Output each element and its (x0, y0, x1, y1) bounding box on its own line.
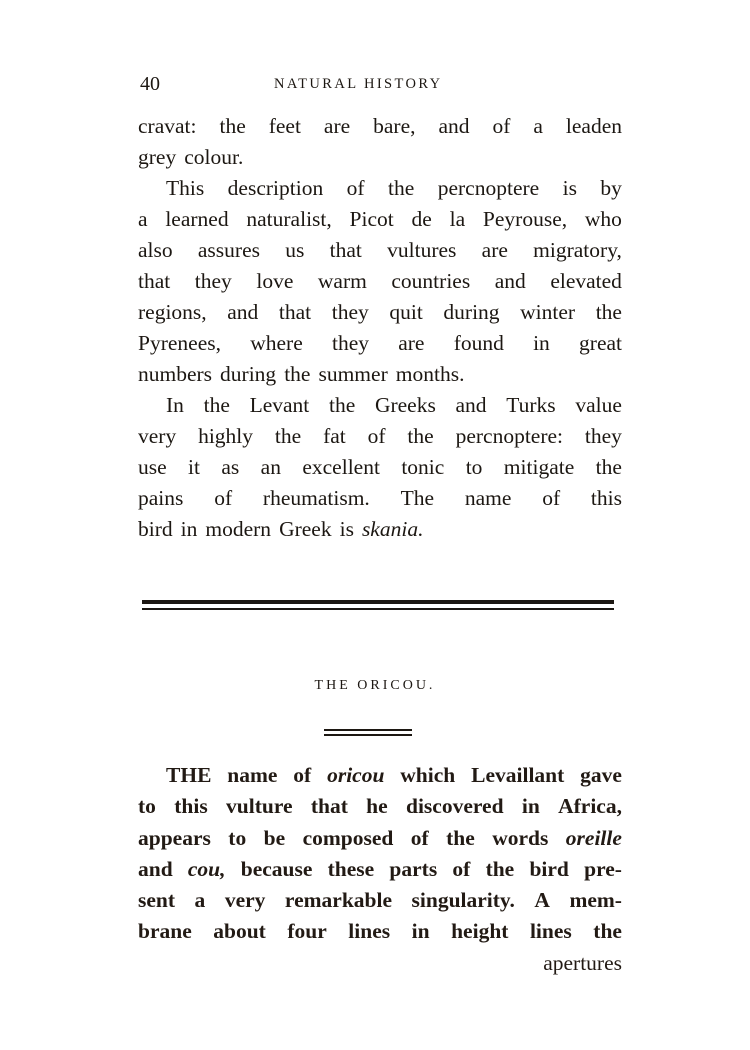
word: height (451, 919, 509, 944)
word: that (310, 794, 348, 819)
running-title: NATURAL HISTORY (274, 76, 443, 92)
word: parts (389, 856, 438, 881)
word: Peyrouse, (482, 207, 568, 231)
text-line (138, 916, 622, 947)
word: summer (318, 362, 388, 386)
word: of (367, 424, 386, 448)
word: and (227, 300, 259, 324)
word: remarkable (284, 888, 393, 913)
catchword (138, 948, 622, 979)
word: quit (389, 300, 423, 324)
word: they (331, 331, 369, 355)
title-underline (324, 729, 412, 736)
word: la (449, 207, 466, 231)
text-line (138, 142, 622, 173)
word: which (400, 763, 456, 787)
word: cravat: (138, 114, 197, 138)
body-text-bottom (138, 760, 622, 979)
word: they (331, 300, 369, 324)
word: de (411, 207, 432, 231)
word: by (600, 176, 622, 200)
word: a (194, 888, 206, 913)
word: the (446, 825, 475, 850)
word: composed (302, 825, 394, 850)
word: bird (529, 856, 569, 881)
word: be (263, 825, 286, 850)
word: they (194, 269, 232, 293)
word: discovered (405, 794, 504, 819)
word: Greek (279, 517, 332, 541)
word: in (521, 794, 540, 819)
word: cou, (187, 856, 226, 881)
word: A (534, 888, 550, 913)
word: who (584, 207, 622, 231)
word: us (285, 238, 305, 262)
word: excellent (302, 455, 380, 479)
word: the (284, 362, 311, 386)
word: found (453, 331, 504, 355)
word: in (533, 331, 550, 355)
word: a (533, 114, 543, 138)
word: The (400, 486, 435, 510)
text-line (138, 390, 622, 421)
word: sent (138, 888, 176, 913)
word: Turks (506, 393, 556, 417)
word: bare, (373, 114, 416, 138)
word: during (220, 362, 277, 386)
word: he (366, 794, 388, 819)
word: assures (197, 238, 260, 262)
word: use (138, 455, 167, 479)
text-line (138, 885, 622, 916)
word: percnoptere: (455, 424, 564, 448)
word: of (542, 486, 561, 510)
word: migratory, (533, 238, 622, 262)
word: modern (205, 517, 272, 541)
word: the (219, 114, 246, 138)
word: warm (317, 269, 367, 293)
word: as (221, 455, 240, 479)
word: to (138, 794, 156, 819)
word: Picot (349, 207, 394, 231)
word: about (213, 919, 266, 944)
word: gave (580, 763, 622, 787)
word: countries (391, 269, 471, 293)
word: great (579, 331, 622, 355)
word: singularity. (411, 888, 515, 913)
word: are (323, 114, 351, 138)
text-line (138, 235, 622, 266)
word: of (214, 486, 233, 510)
word: is (339, 517, 354, 541)
word: words (492, 825, 549, 850)
word: THE (166, 763, 212, 787)
word: rheumatism. (262, 486, 370, 510)
word: the (388, 176, 415, 200)
word: Levaillant (471, 763, 565, 787)
word: numbers (138, 362, 213, 386)
text-line (138, 328, 622, 359)
word: to (228, 825, 247, 850)
word: very (138, 424, 177, 448)
word: colour. (184, 145, 244, 169)
word: is (562, 176, 577, 200)
word: of (346, 176, 365, 200)
word: name (464, 486, 512, 510)
word: and (455, 393, 487, 417)
word: mem- (569, 888, 622, 913)
text-line (138, 266, 622, 297)
word: the (328, 393, 356, 417)
text-line (138, 823, 622, 854)
running-head (140, 72, 620, 96)
word: in (180, 517, 198, 541)
word: are (481, 238, 508, 262)
word: and (438, 114, 470, 138)
word: naturalist, (246, 207, 332, 231)
word: also (138, 238, 173, 262)
word: of (410, 825, 429, 850)
word: of (293, 763, 312, 787)
word: value (575, 393, 622, 417)
text-line (138, 421, 622, 452)
word: Africa, (558, 794, 622, 819)
word: skania. (361, 517, 424, 541)
word: grey (138, 145, 177, 169)
text-line (138, 297, 622, 328)
word: fat (323, 424, 346, 448)
word: oricou (327, 763, 385, 787)
word: vultures (387, 238, 457, 262)
word: appears (138, 825, 211, 850)
body-text-top (138, 111, 622, 545)
word: winter (520, 300, 576, 324)
word: to (465, 455, 483, 479)
word: feet (268, 114, 301, 138)
word: during (443, 300, 500, 324)
word: very (224, 888, 266, 913)
word: a (138, 207, 148, 231)
word: the (407, 424, 434, 448)
word: pre- (584, 856, 622, 881)
word: Levant (249, 393, 310, 417)
word: where (250, 331, 303, 355)
word: regions, (138, 300, 207, 324)
word: months. (395, 362, 465, 386)
word: the (274, 424, 302, 448)
text-line (138, 359, 622, 390)
word: this (590, 486, 622, 510)
word: name (227, 763, 278, 787)
word: they (584, 424, 622, 448)
word: description (227, 176, 324, 200)
word: In (166, 393, 184, 417)
text-line (138, 452, 622, 483)
catchword-text: apertures (543, 950, 622, 975)
word: four (287, 919, 327, 944)
word: mitigate (503, 455, 575, 479)
word: this (174, 794, 208, 819)
word: Greeks (374, 393, 436, 417)
word: This (166, 176, 205, 200)
word: in (411, 919, 430, 944)
text-line (138, 760, 622, 791)
word: percnoptere (437, 176, 540, 200)
word: it (188, 455, 200, 479)
text-line (138, 204, 622, 235)
word: the (593, 919, 622, 944)
word: the (595, 455, 622, 479)
text-line (138, 483, 622, 514)
word: these (327, 856, 375, 881)
text-line (138, 514, 622, 545)
section-title: THE ORICOU. (314, 678, 436, 693)
word: of (452, 856, 471, 881)
text-line (138, 791, 622, 822)
word: oreille (565, 825, 622, 850)
text-line (138, 111, 622, 142)
word: that (138, 269, 171, 293)
word: are (398, 331, 425, 355)
word: the (595, 300, 622, 324)
word: bird (138, 517, 173, 541)
word: because (240, 856, 313, 881)
word: leaden (565, 114, 622, 138)
section-divider (142, 600, 614, 611)
word: lines (529, 919, 572, 944)
word: love (256, 269, 294, 293)
word: vulture (226, 794, 293, 819)
word: elevated (550, 269, 622, 293)
word: brane (138, 919, 192, 944)
word: Pyrenees, (138, 331, 221, 355)
word: and (138, 856, 173, 881)
word: an (260, 455, 281, 479)
word: pains (138, 486, 184, 510)
word: the (203, 393, 230, 417)
word: tonic (401, 455, 445, 479)
text-line (138, 854, 622, 885)
text-line (138, 173, 622, 204)
word: highly (198, 424, 254, 448)
page-number: 40 (140, 73, 160, 95)
word: that (329, 238, 362, 262)
word: the (485, 856, 515, 881)
word: that (278, 300, 312, 324)
word: and (494, 269, 526, 293)
word: learned (165, 207, 229, 231)
word: of (492, 114, 511, 138)
word: lines (348, 919, 391, 944)
